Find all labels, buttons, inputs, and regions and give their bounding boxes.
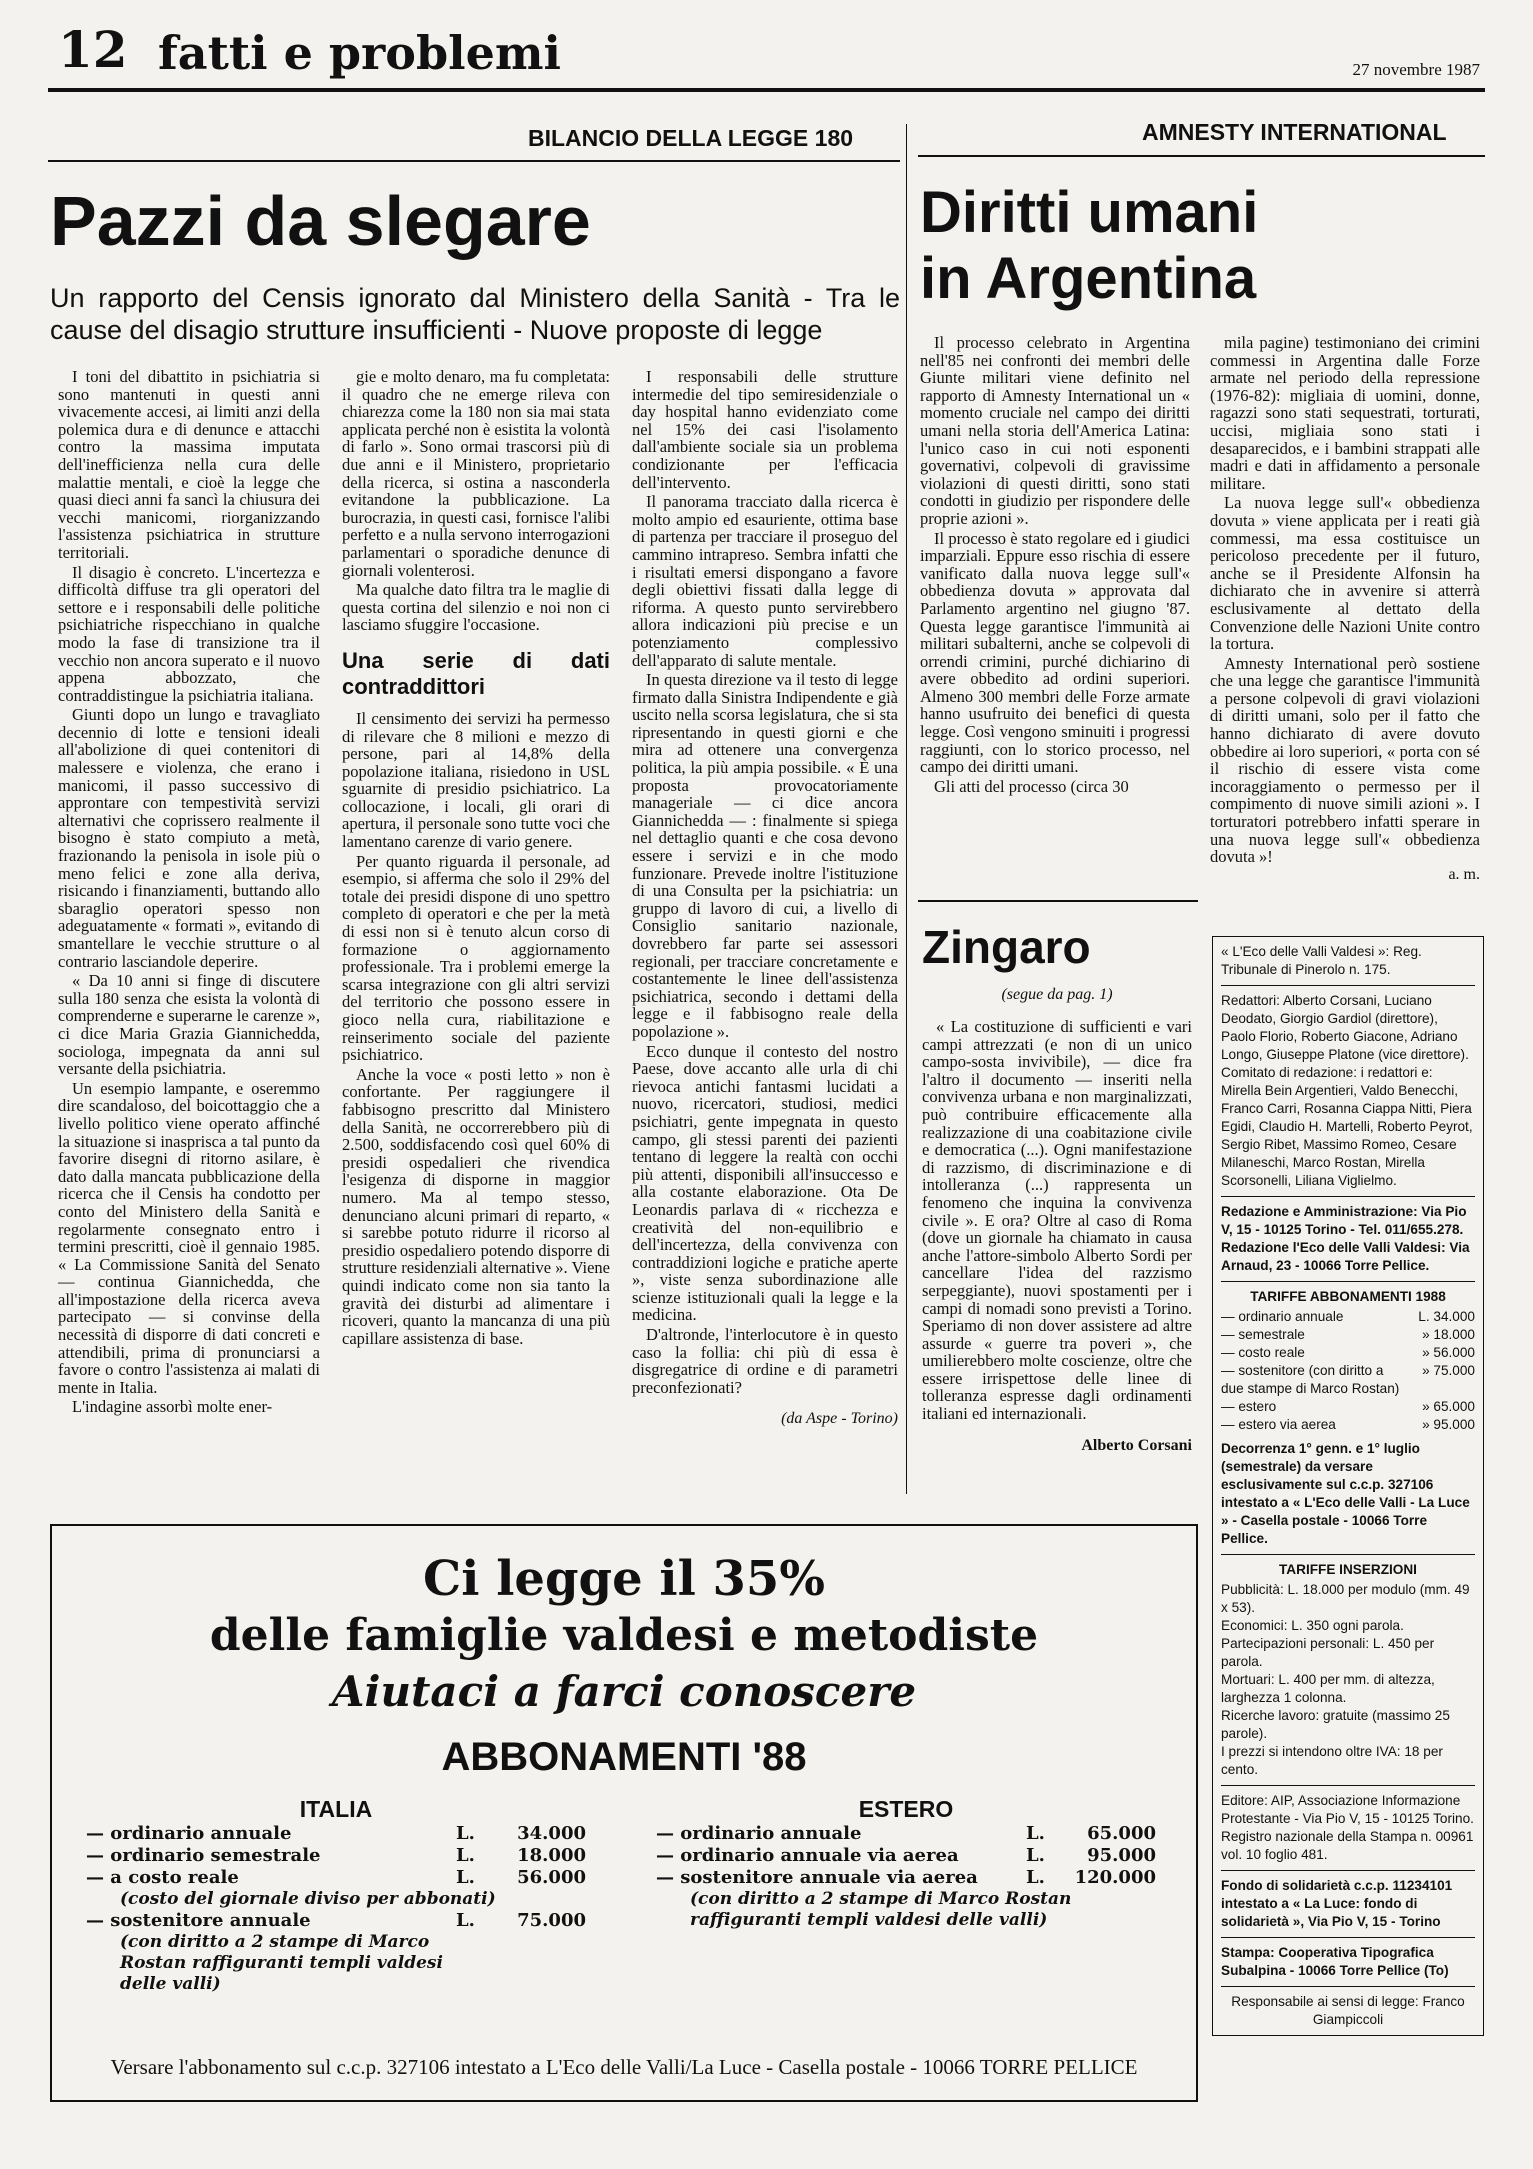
- ad-rate-item: Mortuari: L. 400 per mm. di altezza, larghezza 1 colonna.: [1221, 1672, 1435, 1705]
- ad-row-label: — ordinario annuale: [86, 1823, 292, 1844]
- ad-row-value: 34.000: [517, 1823, 586, 1844]
- right-headline-1: Diritti umani: [920, 180, 1259, 245]
- subscription-label: — ordinario annuale: [1221, 1309, 1344, 1324]
- subscription-price: » 95.000: [1422, 1417, 1475, 1432]
- info-box: [1212, 936, 1484, 2036]
- ad-columns: [52, 1784, 1196, 1995]
- ad-price-row: [86, 1867, 586, 1889]
- ad-row-value: 75.000: [517, 1910, 586, 1931]
- page-number: 12: [58, 20, 128, 79]
- left-column-2-bottom: [342, 710, 610, 1347]
- left-column-3-text: [632, 368, 898, 1396]
- publisher-text: Editore: AIP, Associazione Informazione Protestante - Via Pio V, 15 - 10125 Torino. Registro nazionale della Stampa n. 00961 vol. 10 foglio 481.: [1221, 1793, 1474, 1862]
- ad-italia-title: ITALIA: [299, 1796, 373, 1822]
- left-headline: Pazzi da slegare: [50, 182, 591, 260]
- print-text: Stampa: Cooperativa Tipografica Subalpina - 10066 Torre Pellice (To): [1221, 1945, 1449, 1978]
- subscription-row: [1221, 1416, 1475, 1434]
- ad-rate-item: Economici: L. 350 ogni parola.: [1221, 1618, 1404, 1633]
- ad-headline-1: Ci legge il 35%: [423, 1551, 825, 1607]
- subscription-price: » 75.000: [1422, 1363, 1475, 1378]
- ad-price-row: [86, 1845, 586, 1867]
- ad-price-row: [656, 1867, 1156, 1889]
- zingaro-headline: Zingaro: [922, 921, 1091, 973]
- ad-row-currency: L.: [1026, 1867, 1045, 1888]
- paragraph: Ecco dunque il contesto del nostro Paese, dove accanto alle urla di chi rievoca antichi fantasmi lucidati a nuovo, ricercatori, studiosi, medici psichiatri, gente impegnata in questo campo, gli stessi parenti dei pazienti tentano di leggere la realtà con occhi più attenti, disponibili all'insuccesso e alla costante elaborazione. Ota De Leonardis parlava di « ricchezza e creatività del non-equilibrio e dell'incertezza, della convivenza con contraddizioni logiche e pratiche aperte », viste senza subordinazione alle scienze istituzionali quali la legge e la medicina.: [632, 1041, 898, 1325]
- ad-row-currency: L.: [1026, 1823, 1045, 1844]
- ad-rate-item: Partecipazioni personali: L. 450 per parola.: [1221, 1636, 1435, 1669]
- sidebar-separator: [1221, 1196, 1475, 1197]
- ad-headline-4: ABBONAMENTI '88: [441, 1735, 807, 1779]
- ad-row-label: — ordinario semestrale: [86, 1845, 321, 1866]
- subscription-row: [1221, 1398, 1475, 1416]
- paragraph: In questa direzione va il testo di legge firmato dalla Sinistra Indipendente e già uscito nella scorsa legislatura, che si sta ripresentando in questi giorni e che mira ad ottenere una convergenza politica, la più ampia possibile. « È una proposta provocatoriamente manageriale — ci dice ancora Giannichedda — : finalmente si spiega nel dettaglio quanti e che cosa devono essere i servizi e in che modo funzionare. Prevede inoltre l'istituzione di una Consulta per la psichiatria: un gruppo di lavoro di cui, a livello di Consiglio sanitario nazionale, dovrebbero far parte sei assessori regionali, per tracciare concretamente e costantemente le linee dell'assistenza psichiatrica, secondo i dettami della legge e il fabbisogno reale della popolazione ».: [632, 670, 898, 1041]
- section-title: fatti e problemi: [158, 26, 561, 80]
- ad-row-label: — ordinario annuale via aerea: [656, 1845, 959, 1866]
- registration-text: « L'Eco delle Valli Valdesi »: Reg. Tribunale di Pinerolo n. 175.: [1221, 944, 1422, 977]
- subscriptions-title: TARIFFE ABBONAMENTI 1988: [1250, 1289, 1446, 1304]
- zingaro-author: Alberto Corsani: [1081, 1436, 1192, 1454]
- subscription-price: L. 34.000: [1418, 1309, 1475, 1324]
- ad-italia-note-1: (costo del giornale diviso per abbonati): [120, 1889, 496, 1909]
- paragraph: Per quanto riguarda il personale, ad esempio, si afferma che solo il 29% del totale dei presidi dispone di uno spettro completo di operatori e che per la metà di essi non si è tenuto alcun corso di formazione o aggiornamento professionale. Tra i problemi emerge la scarsa integrazione con gli altri servizi del territorio che possono essere in gioco nella cura, riabilitazione e reinserimento sociale del paziente psichiatrico.: [342, 851, 610, 1065]
- subscription-label: — semestrale: [1221, 1327, 1305, 1342]
- ad-row-label: — sostenitore annuale via aerea: [656, 1867, 978, 1888]
- zingaro-text: [922, 1018, 1192, 1423]
- sidebar-separator: [1221, 1554, 1475, 1555]
- ad-estero-title: ESTERO: [858, 1796, 954, 1822]
- office-text-2: Redazione l'Eco delle Valli Valdesi: Via Arnaud, 23 - 10066 Torre Pellice.: [1221, 1240, 1470, 1273]
- paragraph: gie e molto denaro, ma fu completata: il quadro che ne emerge rileva con chiarezza come la 180 non sia mai stata applicata perché non è esistita la volontà di farlo ». Sono ormai trascorsi più di due anni e il Ministero, proprietario della ricerca, si ostina a nasconderla evitandone la pubblicazione. La burocrazia, in questi casi, fornisce l'alibi perfetto e a nulla servono interrogazioni parlamentari o sporadiche denunce di giornali volenterosi.: [342, 367, 610, 580]
- sidebar-separator: [1221, 1785, 1475, 1786]
- sidebar-separator: [1221, 985, 1475, 986]
- paragraph: Amnesty International però sostiene che una legge che garantisce l'immunità a persone colpevoli di gravi violazioni di diritti umani, solo per il fatto che hanno dichiarato di avere dovuto obbedire ai loro superiori, « porta con sé il rischio di essere vista come incoraggiamento o permesso per il compimento di nuove simili azioni ». I torturatori potrebbero infatti sperare in una nuova legge sull'« obbedienza dovuta »!: [1210, 653, 1480, 867]
- right-column-2-text: [1210, 334, 1480, 866]
- paragraph: Il processo è stato regolare ed i giudici imparziali. Eppure esso rischia di essere vanificato dalla nuova legge sull'« obbedienza dovuta » approvata dal Parlamento argentino nel giugno '87. Questa legge garantisce l'immunità ai militari subalterni, anche se colpevoli di orrendi crimini, purché dichiarino di avere obbedito ad ordini superiori. Almeno 300 membri delle Forze armate hanno usufruito dei benefici di questa legge. Così vengono sminuiti i progressi raggiunti, con lo storico processo, nel campo dei diritti umani.: [920, 528, 1190, 777]
- paragraph: Un esempio lampante, e oseremmo dire scandaloso, del boicottaggio che a livello politico viene operato affinché la situazione si inasprisca a tal punto da favorire disegni di ritorno asilare, è dato dalla mancata pubblicazione della ricerca che il Censis ha condotto per conto del Ministero della Sanità e regolarmente consegnato entro i termini prescritti, cioè il gennaio 1985. « La Commissione Sanità del Senato — continua Giannichedda, che all'impostazione della ricerca aveva partecipato — si convinse della necessità di disporre di dati concreti e attendibili, prima di pronunciarsi a favore o contro l'assistenza ai malati di mente in Italia.: [58, 1078, 320, 1397]
- subscription-label: — sostenitore (con diritto a due stampe di Marco Rostan): [1221, 1363, 1400, 1396]
- paragraph: I toni del dibattito in psichiatria si sono mantenuti in questi anni vivacemente accesi, ai limiti anzi della polemica dura e di denunce e attacchi contro la massima imputata dell'inefficienza nella cura delle malattie mentali, e cioè la legge che quasi dieci anni fa sancì la chiusura dei vecchi manicomi, riorganizzando l'assistenza psichiatrica in strutture territoriali.: [58, 367, 320, 562]
- right-column-1: [920, 334, 1190, 795]
- right-signature: a. m.: [1448, 865, 1480, 883]
- divider-vertical: [906, 124, 907, 1494]
- ad-row-value: 18.000: [517, 1845, 586, 1866]
- ad-row-value: 120.000: [1074, 1867, 1156, 1888]
- subscriptions-note: Decorrenza 1° genn. e 1° luglio (semestrale) da versare esclusivamente sul c.c.p. 327106 intestato a « L'Eco delle Valli - La Luce » - Casella postale - 10066 Torre Pellice.: [1221, 1441, 1470, 1546]
- zingaro-column: [922, 1018, 1192, 1454]
- ad-row-currency: L.: [456, 1867, 475, 1888]
- ads-title: TARIFFE INSERZIONI: [1279, 1562, 1417, 1577]
- paragraph: Giunti dopo un lungo e travagliato decennio di lotte e tensioni ideali all'abolizione di quei contenitori di malessere e violenza, che erano i manicomi, il passo successivo di approntare con tempestività servizi alternativi che coprissero realmente il bisogno è stato compiuto a metà, frazionando la penisola in isole più o meno felici e zone alla deriva, risicando i finanziamenti, buttando allo sbaraglio operatori spesso non adeguatamente « formati », evitando di smantellare le vecchie strutture o al contrario lasciandole deperire.: [58, 705, 320, 971]
- paragraph: Il disagio è concreto. L'incertezza e difficoltà diffuse tra gli operatori del settore e i responsabili delle politiche psichiatriche rispecchiano in qualche modo la fase di transizione tra il vecchio non ancora superato e il nuovo appena abbozzato, che contraddistingue la psichiatria italiana.: [58, 562, 320, 705]
- left-column-2-top: [342, 368, 610, 634]
- ad-headline-2: delle famiglie valdesi e metodiste: [209, 1610, 1039, 1661]
- ad-row-currency: L.: [1026, 1845, 1045, 1866]
- info-sidebar: [1212, 936, 1484, 2036]
- paragraph: L'indagine assorbì molte ener-: [72, 1397, 273, 1417]
- ad-estero-note: (con diritto a 2 stampe di Marco Rostan raffiguranti templi valdesi delle valli): [690, 1889, 1072, 1930]
- sidebar-separator: [1221, 1937, 1475, 1938]
- ad-estero: [656, 1796, 1156, 1995]
- subscription-ad: [50, 1524, 1198, 2102]
- ad-rate-item: Ricerche lavoro: gratuite (massimo 25 parole).: [1221, 1708, 1450, 1741]
- subscription-label: — estero via aerea: [1221, 1417, 1336, 1432]
- right-column-2: [1210, 334, 1480, 883]
- ad-row-value: 95.000: [1087, 1845, 1156, 1866]
- issue-date: 27 novembre 1987: [1352, 60, 1480, 79]
- paragraph: Gli atti del processo (circa 30: [934, 776, 1129, 796]
- ad-headline-3: Aiutaci a farci conoscere: [331, 1667, 917, 1716]
- paragraph: D'altronde, l'interlocutore è in questo caso la follia: chi più di essa è disgregatrice di ordine e di parametri preconfezionati?: [632, 1325, 898, 1397]
- left-kicker: BILANCIO DELLA LEGGE 180: [528, 125, 854, 151]
- paragraph: Il censimento dei servizi ha permesso di rilevare che 8 milioni e mezzo di persone, pari al 14,8% della popolazione italiana, risiedono in USL sguarnite di presidio psichiatrico. La collocazione, i locali, gli orari di apertura, il personale sono tutte voci che lamentano carenze di vario genere.: [342, 708, 610, 852]
- right-kicker: AMNESTY INTERNATIONAL: [1142, 119, 1447, 145]
- ad-italia-rows: [86, 1823, 586, 1889]
- ad-row-currency: L.: [456, 1845, 475, 1866]
- left-deck: Un rapporto del Censis ignorato dal Ministero della Sanità - Tra le cause del disagio strutture insufficienti - Nuove proposte di legge: [50, 283, 900, 345]
- ad-rate-item: Pubblicità: L. 18.000 per modulo (mm. 49 x 53).: [1221, 1582, 1470, 1615]
- paragraph: Ma qualche dato filtra tra le maglie di questa cortina del silenzio e noi non ci lasciamo sfuggire l'occasione.: [342, 580, 610, 635]
- ad-row-label: — sostenitore annuale: [86, 1910, 311, 1931]
- left-column-3: [632, 368, 898, 1428]
- masthead-rule: [48, 88, 1485, 92]
- ad-footer: Versare l'abbonamento sul c.c.p. 327106 intestato a L'Eco delle Valli/La Luce - Casella postale - 10066 TORRE PELLICE: [110, 2055, 1138, 2079]
- subscription-price: » 56.000: [1422, 1345, 1475, 1360]
- sidebar-separator: [1221, 1986, 1475, 1987]
- zingaro-continued: (segue da pag. 1): [1001, 986, 1113, 1003]
- right-kicker-rule: [918, 155, 1485, 157]
- responsible-text: Responsabile ai sensi di legge: Franco Giampiccoli: [1231, 1994, 1465, 2027]
- zingaro-rule: [918, 900, 1198, 902]
- paragraph: Anche la voce « posti letto » non è confortante. Per raggiungere il fabbisogno prescritto dal Ministero della Sanità, ne occorrerebbero più di 2.500, soddisfacendo così quel 60% di presidi ospedalieri che rivendica l'esigenza di disporne in maggior numero. Ma al tempo stesso, denunciano alcuni primari di reparto, « si sarebbe potuto ridurre il ricorso al presidio ospedaliero potendo disporre di strutture residenziali alternative ». Viene quindi indicato come non sia tanto la gravità dei disturbi ad alimentare i ricoveri, quanto la mancanza di una più capillare assistenza di base.: [342, 1064, 610, 1348]
- paragraph: « La costituzione di sufficienti e vari campi attrezzati (e non di un unico campo-sosta invivibile), — dice fra l'altro il documento — inseriti nella convivenza urbana e non marginalizzati, può contribuire efficacemente alla realizzazione di una coabitazione civile e democratica (...). Ogni manifestazione di razzismo, di discriminazione e di intolleranza (...) rappresenta un fenomeno che inquina la convivenza civile ». E ora? Oltre al caso di Roma (dove un giornale ha chiamato in causa anche l'attore-simbolo Alberto Sordi per cancellare l'idea del razzismo serpeggiante), nuovi spostamenti per i campi di nomadi sono previsti a Torino. Speriamo di non dover assistere ad altre assurde « guerre tra poveri », che umilierebbero molte coscienze, oltre che essere irrispettose delle linee di tolleranza espresse dagli ordinamenti italiani ed internazionali.: [922, 1017, 1192, 1424]
- ad-italia-note-2: (con diritto a 2 stampe di Marco Rostan raffiguranti templi valdesi delle valli): [120, 1932, 443, 1994]
- ad-row-value: 56.000: [517, 1867, 586, 1888]
- ad-italia-row-4: [86, 1910, 586, 1932]
- ad-row-currency: L.: [456, 1823, 475, 1844]
- ad-row-value: 65.000: [1087, 1823, 1156, 1844]
- subscription-row: [1221, 1362, 1475, 1398]
- ad-row-label: — a costo reale: [86, 1867, 239, 1888]
- paragraph: I responsabili delle strutture intermedie del tipo semiresidenziale o day hospital hanno evidenziato come nel 15% dei casi l'isolamento dall'ambiente sociale sia un problema condizionante per l'efficacia dell'intervento.: [632, 367, 898, 492]
- fund-text: Fondo di solidarietà c.c.p. 11234101 intestato a « La Luce: fondo di solidarietà », Via Pio V, 15 - Torino: [1221, 1878, 1453, 1929]
- paragraph: mila pagine) testimoniano dei crimini commessi in Argentina dalle Forze armate nel periodo della repressione (1976-82): migliaia di uomini, donne, ragazzi sono stati sequestrati, torturati, uccisi, migliaia sono stati i desaparecidos, e i bambini strappati alle madri e dati in affidamento a personale militare.: [1210, 333, 1480, 493]
- sidebar-separator: [1221, 1281, 1475, 1282]
- subscription-price: » 65.000: [1422, 1399, 1475, 1414]
- ad-price-row: [656, 1823, 1156, 1845]
- ad-price-row: [656, 1845, 1156, 1867]
- left-source: (da Aspe - Torino): [781, 1410, 898, 1428]
- office-text-1: Redazione e Amministrazione: Via Pio V, 15 - 10125 Torino - Tel. 011/655.278.: [1221, 1204, 1467, 1237]
- subscription-label: — costo reale: [1221, 1345, 1305, 1360]
- ad-rate-item: I prezzi si intendono oltre IVA: 18 per cento.: [1221, 1744, 1443, 1777]
- paragraph: Il processo celebrato in Argentina nell'85 nei confronti dei membri delle Giunte militari viene definito nel rapporto di Amnesty International un « momento cruciale nel campo dei diritti umani nella storia dell'America Latina: l'unico caso in cui noti esponenti governativi, colpevoli di gravissime violazioni di questi diritti, sono stati condotti in giudizio per rispondere delle proprie azioni ».: [920, 333, 1190, 528]
- paragraph: Il panorama tracciato dalla ricerca è molto ampio ed esauriente, ottima base di partenza per tracciare il proseguo del cammino intrapreso. Sembra infatti che i risultati emersi dispongano a favore degli obiettivi fissati dalla legge di riforma. A questo punto servirebbero allora indicazioni più precise e un potenziamento complessivo dell'apparato di salute mentale.: [632, 492, 898, 670]
- subscription-row: [1221, 1344, 1475, 1362]
- left-column-2: [342, 368, 610, 1347]
- subscriptions-list: [1221, 1308, 1475, 1434]
- left-kicker-rule: [48, 160, 900, 162]
- subscription-row: [1221, 1308, 1475, 1326]
- subscription-row: [1221, 1326, 1475, 1344]
- ad-row-label: — ordinario annuale: [656, 1823, 862, 1844]
- subscription-price: » 18.000: [1422, 1327, 1475, 1342]
- right-headline-2: in Argentina: [920, 246, 1257, 311]
- ads-list: [1221, 1581, 1475, 1779]
- paragraph: La nuova legge sull'« obbedienza dovuta » viene applicata per i reati già commessi, ma essa costituisce un pericoloso precedente per il futuro, anche se il Presidente Alfonsin ha dichiarato che in avvenire si atterrà esclusivamente al dettato della Convenzione delle Nazioni Unite contro la tortura.: [1210, 493, 1480, 654]
- ad-italia: [86, 1796, 586, 1995]
- ad-estero-rows: [656, 1823, 1156, 1889]
- ad-price-row: [86, 1823, 586, 1845]
- sidebar-separator: [1221, 1870, 1475, 1871]
- left-subhead: Una serie di dati contraddittori: [342, 647, 610, 699]
- paragraph: « Da 10 anni si finge di discutere sulla 180 senza che esista la volontà di comprenderne e superarne le carenze », ci dice Maria Grazia Giannichedda, sociologa, impegnata da anni sul versante della psichiatria.: [58, 971, 320, 1079]
- staff-text: Redattori: Alberto Corsani, Luciano Deodato, Giorgio Gardiol (direttore), Paolo Florio, Roberto Giacone, Adriano Longo, Giuseppe Platone (vice direttore). Comitato di redazione: i redattori e: Mirella Bein Argentieri, Valdo Benecchi, Franco Carri, Rosanna Ciappa Nitti, Piera Egidi, Claudio H. Martelli, Roberto Peyrot, Sergio Ribet, Massimo Romeo, Cesare Milaneschi, Marco Rostan, Mirella Scorsonelli, Liliana Viglielmo.: [1221, 993, 1473, 1188]
- ad-row-currency: L.: [456, 1910, 475, 1931]
- left-column-1: [58, 368, 320, 1416]
- subscription-label: — estero: [1221, 1399, 1277, 1414]
